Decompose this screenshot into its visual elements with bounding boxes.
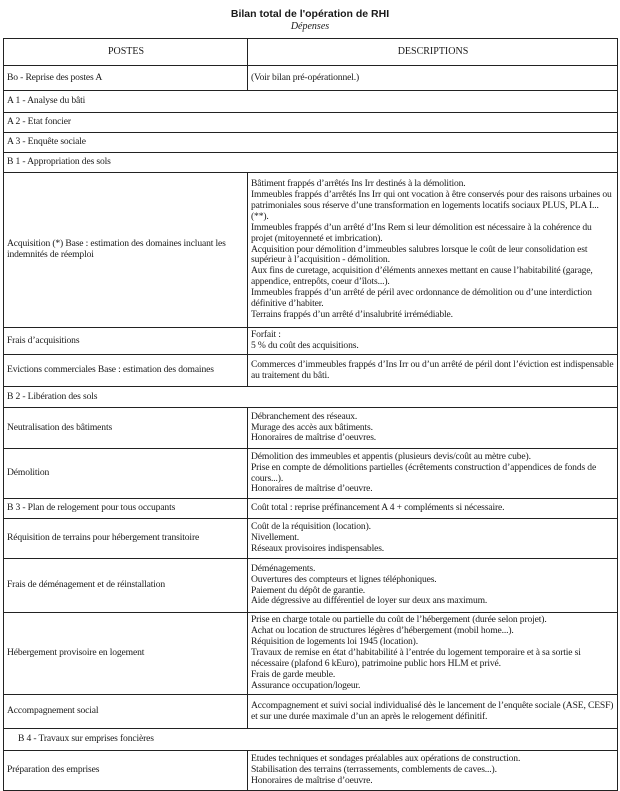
description-line: Coût total : reprise préfinancement A 4 + compléments si nécessaire.	[251, 502, 505, 514]
description-cell	[248, 499, 618, 519]
description-line: Immeubles frappés d’arrêtés Ins Irr qui ont vocation à être conservés pour des raisons urbaines ou patrimoniales sous réserve d’une transformation en logements locatifs sociaux PLUS, PLA I... (**).	[251, 189, 612, 222]
description-line: Assurance occupation/logeur.	[251, 679, 361, 691]
poste-cell: B 3 - Plan de relogement pour tous occupants	[4, 499, 248, 519]
description-line: Achat ou location de structures légères d’hébergement (mobil home...).	[251, 625, 514, 637]
table-header-row	[4, 39, 618, 66]
description-line: (Voir bilan pré-opérationnel.)	[251, 71, 360, 83]
description-cell	[248, 613, 618, 695]
description-line: Aux fins de curetage, acquisition d’éléments annexes mettant en cause l’habitabilité (garage, appendice, entrepôts, coeur d’îlots...).	[251, 265, 593, 288]
table-row	[4, 499, 618, 519]
section-row	[4, 113, 618, 133]
expense-table	[3, 38, 618, 791]
section-row	[4, 153, 618, 173]
poste-cell: Bo - Reprise des postes A	[4, 66, 248, 91]
description-line: Travaux de remise en état d’habitabilité à l’entrée du logement temporaire et à sa sortie si nécessaire (plafond 6 kEuro), patrimoine public hors HLM et privé.	[251, 647, 581, 669]
section-label: B 2 - Libération des sols	[4, 387, 618, 408]
description-line: Stabilisation des terrains (terrassements, comblements de caves...).	[251, 764, 497, 776]
section-row	[4, 729, 618, 751]
description-line: Aide dégressive au différentiel de loyer sur deux ans maximum.	[251, 595, 488, 607]
description-line: Immeubles frappés d’un arrêté de péril avec ordonnance de démolition ou d’une interdiction définitive d’habiter.	[251, 287, 592, 310]
description-line: Immeubles frappés d’un arrêté d’Ins Rem si leur démolition est nécessaire à la cohérence du projet (mitoyenneté et imbrication).	[251, 221, 592, 244]
description-cell	[248, 449, 618, 499]
description-line: 5 % du coût des acquisitions.	[251, 340, 359, 351]
poste-cell: Frais d’acquisitions	[4, 328, 248, 355]
description-line: Paiement du dépôt de garantie.	[251, 584, 366, 596]
description-line: Coût de la réquisition (location).	[251, 521, 371, 533]
document-subtitle: Dépenses	[290, 21, 330, 32]
poste-cell: Préparation des emprises	[4, 751, 248, 791]
poste-cell: Neutralisation des bâtiments	[4, 408, 248, 449]
description-line: Accompagnement et suivi social individualisé dès le lancement de l’enquête sociale (ASE, CESF) et sur une durée maximale d’un an après le relogement définitif.	[251, 699, 614, 722]
description-line: Nivellement.	[251, 532, 300, 544]
description-line: Débranchement des réseaux.	[251, 410, 358, 422]
section-label: A 1 - Analyse du bâti	[4, 91, 618, 113]
description-line: Commerces d’immeubles frappés d’Ins Irr ou d’un arrêté de péril dont l’éviction est indispensable au traitement du bâti.	[251, 358, 614, 381]
poste-cell: Evictions commerciales Base : estimation des domaines	[4, 355, 248, 387]
poste-cell: Frais de déménagement et de réinstallation	[4, 559, 248, 613]
table-body	[4, 66, 618, 791]
description-cell	[248, 173, 618, 328]
description-cell	[248, 695, 618, 729]
description-line: Prise en compte de démolitions partielles (écrêtements construction d’appendices de fonds de cours...).	[251, 461, 597, 484]
description-line: Démolition des immeubles et appentis (plusieurs devis/coût au mètre cube).	[251, 450, 531, 462]
table-row	[4, 449, 618, 499]
description-line: Acquisition pour démolition d’immeubles salubres lorsque le coût de leur consolidation est supérieur à l’acquisition - démolition.	[251, 243, 588, 266]
description-line: Prise en charge totale ou partielle du coût de l’hébergement (durée selon projet).	[251, 614, 547, 626]
header-postes: POSTES	[4, 39, 248, 66]
description-line: Déménagements.	[251, 562, 316, 574]
table-row	[4, 751, 618, 791]
table-row	[4, 695, 618, 729]
description-line: Frais de garde meuble.	[251, 668, 336, 680]
poste-cell: Démolition	[4, 449, 248, 499]
description-cell	[248, 519, 618, 559]
description-line: Ouvertures des compteurs et lignes téléphoniques.	[251, 573, 437, 585]
description-cell	[248, 408, 618, 449]
description-line: Honoraires de maîtrise d’oeuvre.	[251, 483, 373, 495]
section-label: A 3 - Enquête sociale	[4, 133, 618, 153]
poste-cell: Accompagnement social	[4, 695, 248, 729]
table-row	[4, 519, 618, 559]
description-cell	[248, 355, 618, 387]
description-line: Bâtiment frappés d’arrêtés Ins Irr destinés à la démolition.	[251, 178, 466, 190]
description-line: Murage des accès aux bâtiments.	[251, 421, 373, 433]
header-descriptions: DESCRIPTIONS	[248, 39, 618, 66]
section-row	[4, 91, 618, 113]
description-cell	[248, 751, 618, 791]
section-row	[4, 133, 618, 153]
poste-cell: Réquisition de terrains pour hébergement transitoire	[4, 519, 248, 559]
description-line: Etudes techniques et sondages préalables aux opérations de construction.	[251, 753, 521, 765]
section-row	[4, 387, 618, 408]
description-line: Réquisition de logements loi 1945 (location).	[251, 636, 418, 648]
poste-cell: Acquisition (*) Base : estimation des domaines incluant les indemnités de réemploi	[4, 173, 248, 328]
description-line: Honoraires de maîtrise d’oeuvre.	[251, 774, 373, 786]
table-row	[4, 408, 618, 449]
table-row	[4, 173, 618, 328]
table-row	[4, 559, 618, 613]
table-row	[4, 355, 618, 387]
description-cell	[248, 328, 618, 355]
description-line: Forfait :	[251, 329, 281, 341]
description-cell	[248, 559, 618, 613]
section-label: A 2 - Etat foncier	[4, 113, 618, 133]
description-cell	[248, 66, 618, 91]
table-row	[4, 328, 618, 355]
poste-cell: Hébergement provisoire en logement	[4, 613, 248, 695]
description-line: Réseaux provisoires indispensables.	[251, 542, 385, 554]
document-title: Bilan total de l'opération de RHI	[230, 8, 390, 20]
table-row	[4, 66, 618, 91]
section-label: B 4 - Travaux sur emprises foncières	[4, 729, 618, 751]
table-row	[4, 613, 618, 695]
description-line: Honoraires de maîtrise d’oeuvres.	[251, 432, 377, 444]
section-label: B 1 - Appropriation des sols	[4, 153, 618, 173]
description-line: Terrains frappés d’un arrêté d’insalubrité irrémédiable.	[251, 308, 453, 320]
